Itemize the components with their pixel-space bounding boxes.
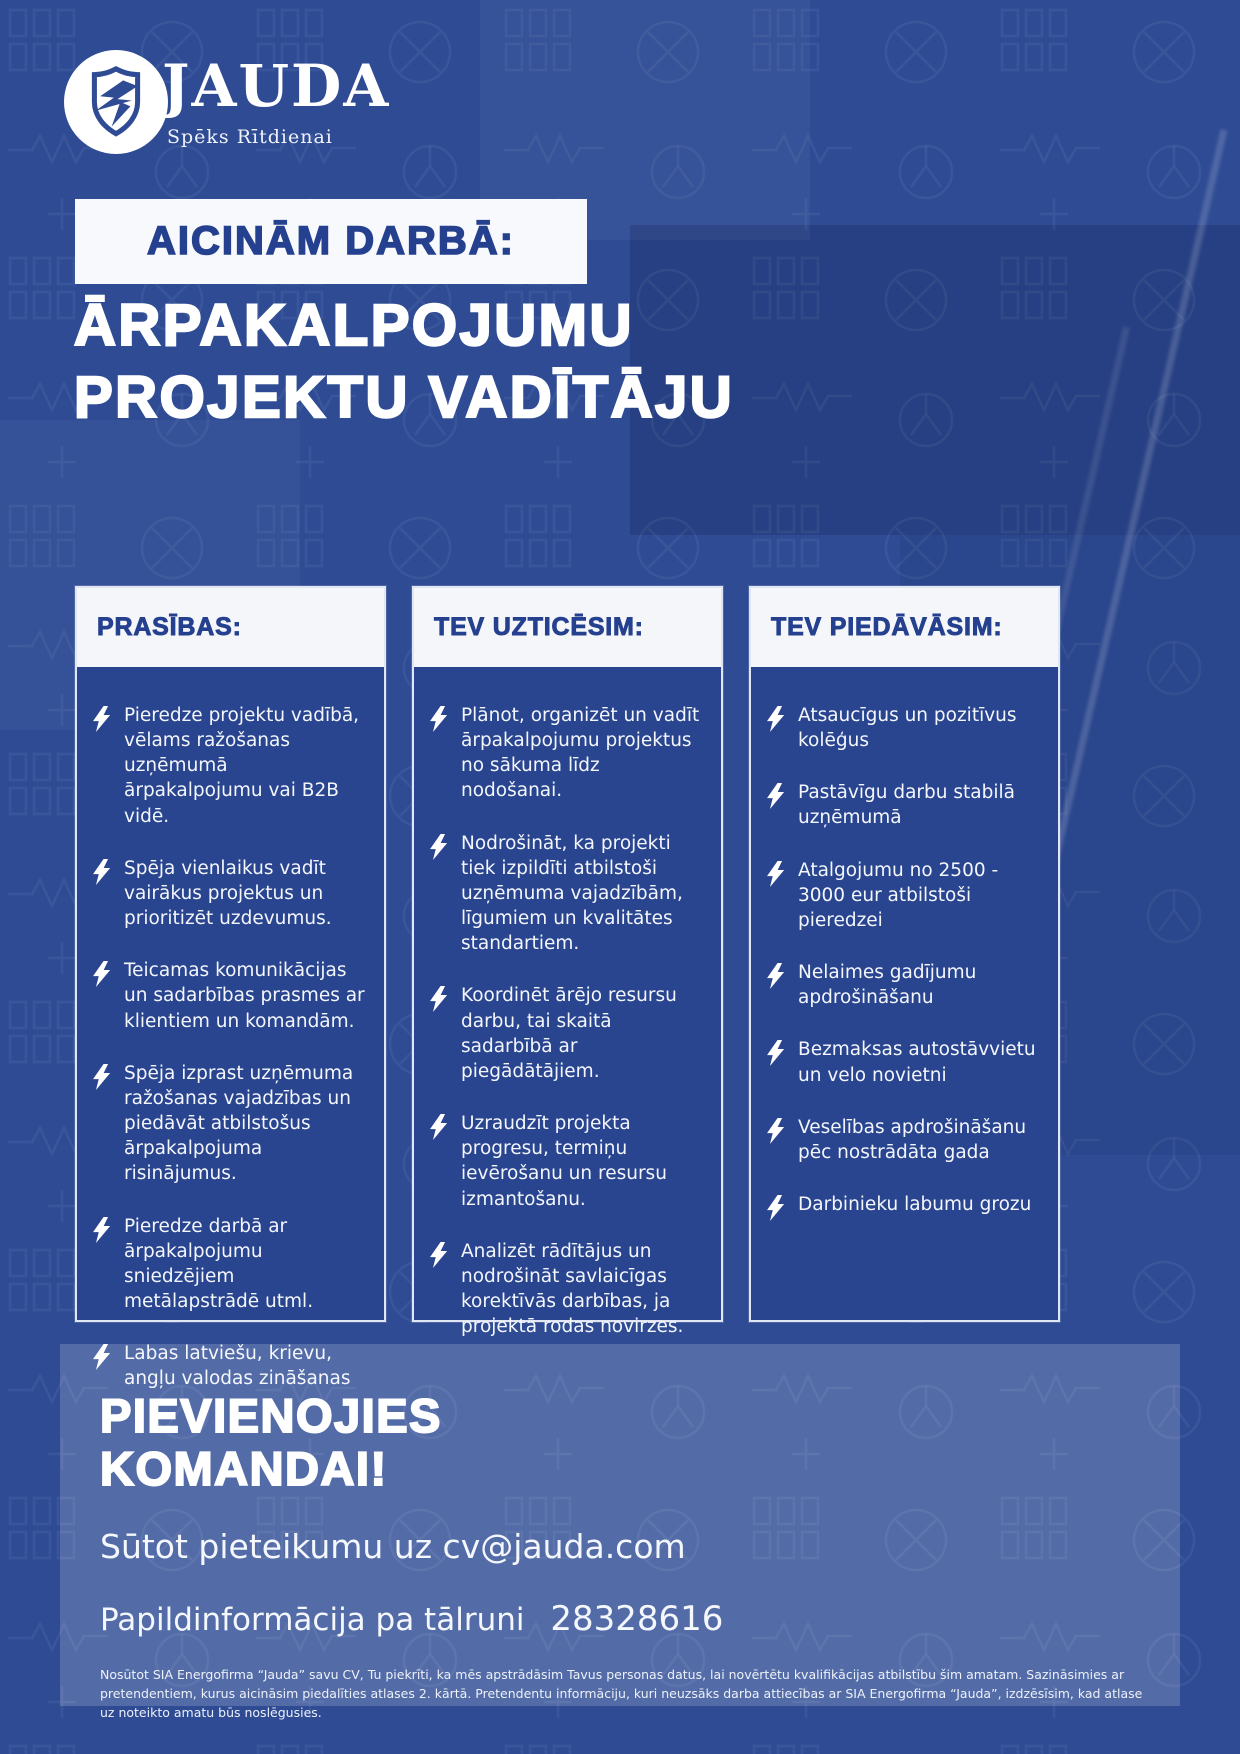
list-item-text: Atalgojumu no 2500 - 3000 eur atbilstoši pieredzei [798, 859, 999, 931]
column-list [92, 703, 369, 1391]
column-header [77, 588, 384, 667]
lightning-bolt-icon [766, 1195, 785, 1221]
apply-email: cv@jauda.com [442, 1527, 686, 1567]
list-item [766, 703, 1043, 753]
list-item-text: Spēja izprast uzņēmuma ražošanas vajadzības un piedāvāt atbilstošus ārpakalpojuma risinājumus. [124, 1062, 354, 1185]
column-header [414, 588, 721, 667]
list-item-text: Bezmaksas autostāvvietu un velo novietni [798, 1039, 1036, 1086]
list-item-text: Plānot, organizēt un vadīt ārpakalpojumu projektus no sākuma līdz nodošanai. [461, 705, 700, 802]
list-item [429, 831, 706, 957]
list-item [766, 858, 1043, 933]
list-item-text: Darbinieku labumu grozu [798, 1194, 1032, 1216]
list-item-text: Teicamas komunikācijas un sadarbības prasmes ar klientiem un komandām. [124, 960, 365, 1032]
footer-heading [100, 1390, 1140, 1495]
list-item [766, 1192, 1043, 1221]
footer-heading-line2: KOMANDAI! [100, 1441, 388, 1495]
column-title: TEV PIEDĀVĀSIM: [771, 613, 1003, 641]
lightning-bolt-icon [92, 706, 111, 732]
list-item-text: Labas latviešu, krievu, angļu valodas zināšanas [124, 1343, 351, 1390]
apply-prefix: Sūtot pieteikumu uz [100, 1527, 433, 1567]
company-logo [64, 50, 168, 154]
list-item [429, 703, 706, 804]
column-body [751, 667, 1058, 1264]
lightning-bolt-icon [766, 783, 785, 809]
column-list [429, 703, 706, 1339]
list-item-text: Uzraudzīt projekta progresu, termiņu ievērošanu un resursu izmantošanu. [461, 1113, 667, 1210]
list-item [429, 1111, 706, 1212]
list-item [92, 958, 369, 1033]
lightning-bolt-icon [766, 1118, 785, 1144]
list-item [766, 960, 1043, 1010]
column-body [414, 667, 721, 1382]
apply-line [100, 1527, 1140, 1566]
info-columns [75, 586, 1060, 1390]
list-item-text: Pieredze darbā ar ārpakalpojumu sniedzējiem metālapstrādē utml. [124, 1215, 314, 1312]
list-item-text: Pastāvīgu darbu stabilā uzņēmumā [798, 782, 1015, 829]
list-item [92, 1214, 369, 1315]
list-item [766, 1037, 1043, 1087]
shield-lightning-icon [80, 64, 152, 140]
job-title-line1: ĀRPAKALPOJUMU [74, 293, 634, 358]
brand-tagline: Spēks Rītdienai [167, 126, 333, 148]
privacy-disclaimer: Nosūtot SIA Energofirma “Jauda” savu CV, Tu piekrīti, ka mēs apstrādāsim Tavus personas datus, lai novērtētu kvalifikācijas atbilstību šim amatam. Sazināsimies ar pretendentiem, kurus aicināsim piedalīties atlases 2. kārtā. Pretendentu informāciju, kuri neuzsāks darba attiecības ar SIA Energofirma “Jauda”, izdzēsīsim, kad atlase uz noteikto amatu būs noslēgusies. [100, 1667, 1143, 1720]
lightning-bolt-icon [766, 861, 785, 887]
hiring-banner [75, 199, 587, 284]
phone-label: Papildinformācija pa tālruni [100, 1602, 525, 1639]
lightning-bolt-icon [766, 1040, 785, 1066]
list-item-text: Atsaucīgus un pozitīvus kolēģus [798, 705, 1017, 752]
list-item [92, 1061, 369, 1187]
list-item-text: Nodrošināt, ka projekti tiek izpildīti atbilstoši uzņēmuma vajadzībām, līgumiem un kvalitātes standartiem. [461, 832, 683, 955]
list-item [429, 983, 706, 1084]
list-item-text: Nelaimes gadījumu apdrošināšanu [798, 962, 977, 1009]
column-title: PRASĪBAS: [97, 613, 242, 641]
lightning-bolt-icon [429, 986, 448, 1012]
phone-number: 28328616 [550, 1599, 724, 1640]
lightning-bolt-icon [429, 834, 448, 860]
lightning-bolt-icon [92, 1217, 111, 1243]
footer-heading-line1: PIEVIENOJIES [100, 1389, 442, 1442]
list-item [429, 1239, 706, 1340]
column-header [751, 588, 1058, 667]
lightning-bolt-icon [429, 1114, 448, 1140]
lightning-bolt-icon [92, 859, 111, 885]
list-item [92, 703, 369, 829]
column-title: TEV UZTICĒSIM: [434, 613, 644, 641]
column [75, 586, 386, 1390]
lightning-bolt-icon [429, 1242, 448, 1268]
lightning-bolt-icon [766, 963, 785, 989]
phone-line [100, 1599, 1140, 1639]
list-item-text: Pieredze projektu vadībā, vēlams ražošanas uzņēmumā ārpakalpojumu vai B2B vidē. [124, 705, 360, 827]
list-item-text: Analizēt rādītājus un nodrošināt savlaicīgas korektīvās darbības, ja projektā rodas novirzes. [461, 1240, 684, 1338]
list-item-text: Koordinēt ārējo resursu darbu, tai skaitā sadarbībā ar piegādātājiem. [461, 985, 677, 1082]
column-body [77, 667, 384, 1434]
list-item [766, 1115, 1043, 1165]
hiring-banner-label: AICINĀM DARBĀ: [147, 219, 515, 263]
list-item [766, 780, 1043, 830]
column [412, 586, 723, 1338]
lightning-bolt-icon [766, 706, 785, 732]
list-item-text: Veselības apdrošināšanu pēc nostrādāta gada [798, 1116, 1027, 1163]
lightning-bolt-icon [429, 706, 448, 732]
list-item [92, 856, 369, 931]
job-title [74, 290, 734, 434]
list-item-text: Spēja vienlaikus vadīt vairākus projektus un prioritizēt uzdevumus. [124, 857, 332, 930]
column [749, 586, 1060, 1322]
lightning-bolt-icon [92, 1064, 111, 1090]
job-title-line2: PROJEKTU VADĪTĀJU [74, 364, 735, 430]
brand-name: JAUDA [162, 52, 391, 120]
column-list [766, 703, 1043, 1221]
lightning-bolt-icon [92, 961, 111, 987]
footer-cta [60, 1344, 1180, 1720]
